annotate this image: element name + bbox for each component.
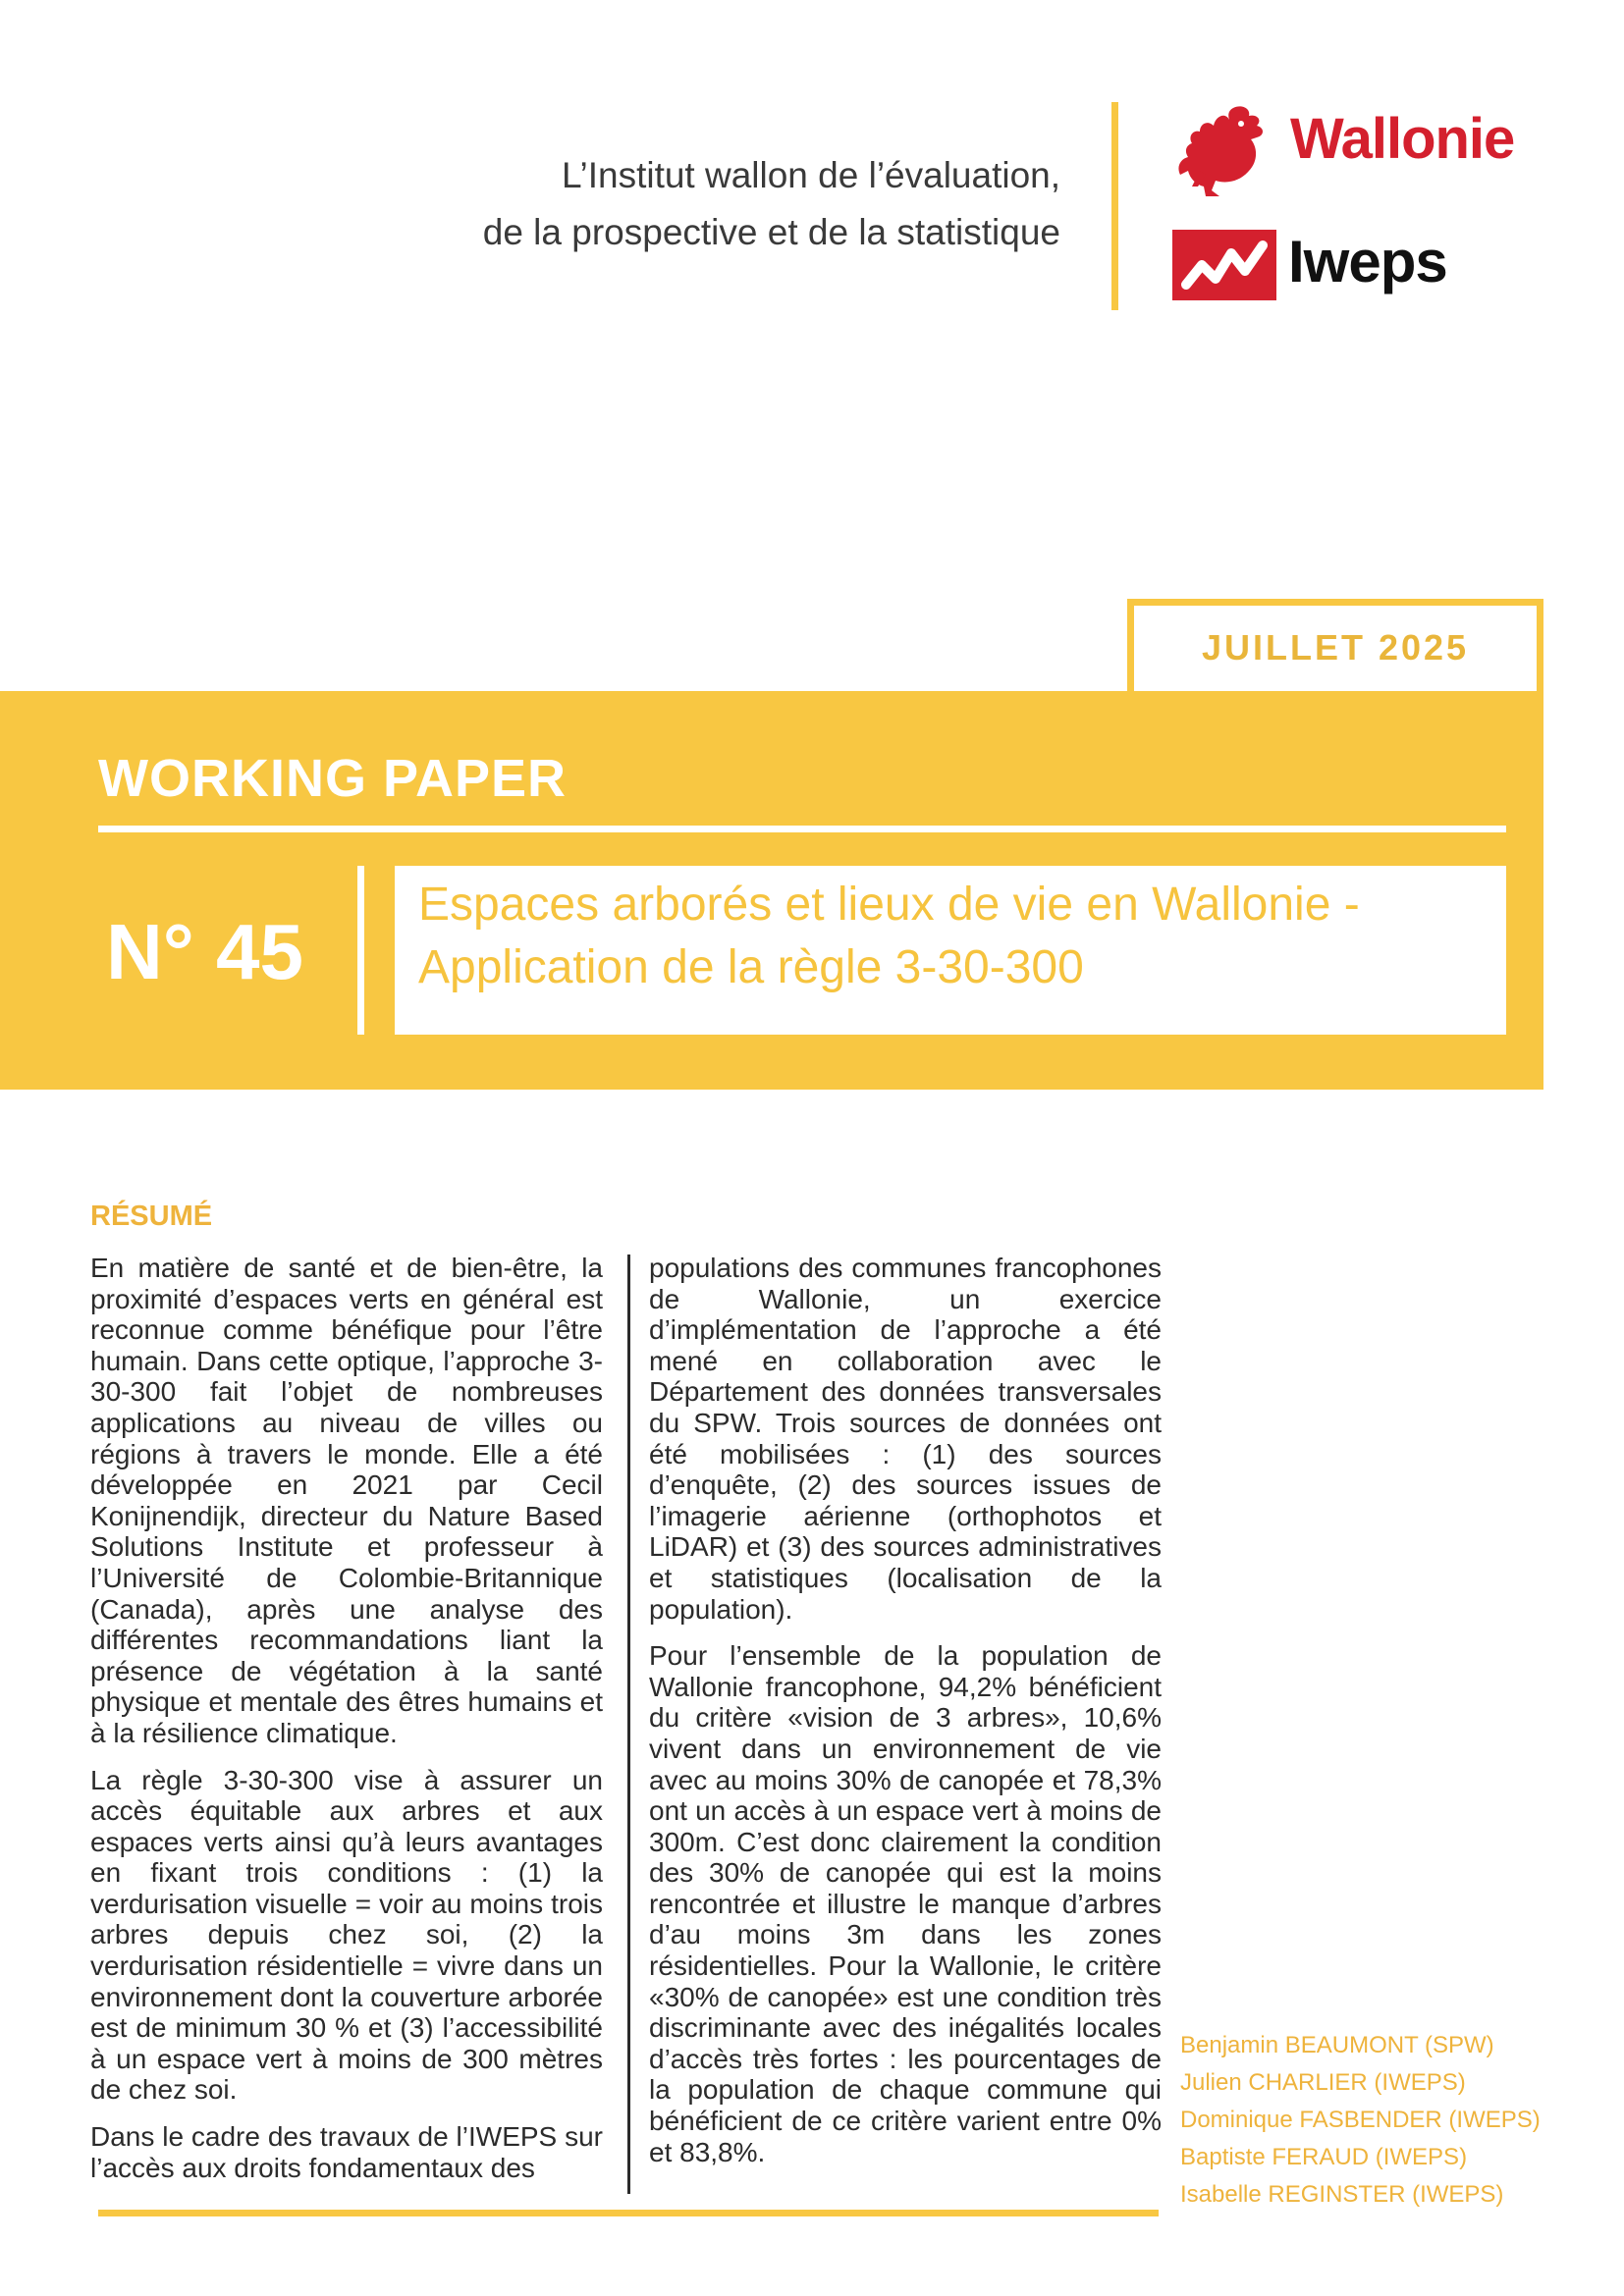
date-tab (1127, 599, 1543, 691)
series-label: WORKING PAPER (98, 749, 568, 808)
rooster-icon (1172, 102, 1280, 210)
resume-right-column (649, 1253, 1162, 2183)
header-divider (1111, 102, 1118, 310)
resume-paragraph: En matière de santé et de bien-être, la proximité d’espaces verts en général est reconnue comme bénéfique pour l’être humain. Dans cette optique, l’approche 3-30-300 fait l’objet de nombreuses applications au niveau de villes ou régions à travers le monde. Elle a été développée en 2021 par Cecil Konijnendijk, directeur du Nature Based Solutions Institute et professeur à l’Université de Colombie-Britannique (Canada), après une analyse des différentes recommandations liant la présence de végétation à la santé physique et mentale des êtres humains et à la résilience climatique. (90, 1253, 603, 1748)
band-divider (98, 826, 1506, 832)
resume-heading: RÉSUMÉ (90, 1201, 213, 1232)
column-divider (627, 1255, 630, 2194)
publication-date: JUILLET 2025 (1201, 627, 1470, 667)
author-name: Isabelle REGINSTER (IWEPS) (1180, 2181, 1504, 2208)
bottom-divider (98, 2210, 1159, 2216)
resume-paragraph: La règle 3-30-300 vise à assurer un accès équitable aux arbres et aux espaces verts ainsi qu’à leurs avantages en fixant trois conditions : (1) la verdurisation visuelle = voir au moins trois arbres depuis chez soi, (2) la verdurisation résidentielle = vivre dans un environnement dont la couverture arborée est de minimum 30 % et (3) l’accessibilité à un espace vert à moins de 300 mètres de chez soi. (90, 1764, 603, 2106)
number-divider (357, 866, 364, 1035)
author-name: Dominique FASBENDER (IWEPS) (1180, 2107, 1541, 2133)
paper-title-line2: Application de la règle 3-30-300 (418, 941, 1084, 993)
paper-title-line1: Espaces arborés et lieux de vie en Wallonie - (418, 879, 1360, 931)
resume-left-column (90, 1253, 603, 2199)
resume-paragraph: Dans le cadre des travaux de l’IWEPS sur l’accès aux droits fondamentaux des (90, 2121, 603, 2183)
iweps-logo-icon (1172, 230, 1276, 300)
author-name: Benjamin BEAUMONT (SPW) (1180, 2032, 1494, 2058)
institute-name-line1: L’Institut wallon de l’évaluation, (561, 155, 1060, 195)
institute-name-line2: de la prospective et de la statistique (482, 212, 1060, 252)
title-band (0, 691, 1543, 1090)
iweps-logo-text: Iweps (1288, 229, 1447, 294)
paper-title-box (395, 866, 1506, 1035)
resume-paragraph: Pour l’ensemble de la population de Wallonie francophone, 94,2% bénéficient du critère «vision de 3 arbres», 10,6% vivent dans un environnement de vie avec au moins 30% de canopée et 78,3% ont un accès à un espace vert à moins de 300m. C’est donc clairement la condition des 30% de canopée qui est la moins rencontrée et illustre le manque d’arbres d’au moins 3m dans les zones résidentielles. Pour la Wallonie, le critère «30% de canopée» est une condition très discriminante avec des inégalités locales d’accès très fortes : les pourcentages de la population de chaque commune qui bénéficient de ce critère varient entre 0% et 83,8%. (649, 1640, 1162, 2167)
author-name: Julien CHARLIER (IWEPS) (1180, 2069, 1466, 2096)
paper-number: N° 45 (106, 908, 303, 995)
resume-paragraph: populations des communes francophones de Wallonie, un exercice d’implémentation de l’approche a été mené en collaboration avec le Département des données transversales du SPW. Trois sources de données ont été mobilisées : (1) des sources d’enquête, (2) des sources issues de l’imagerie aérienne (orthophotos et LiDAR) et (3) des sources administratives et statistiques (localisation de la population). (649, 1253, 1162, 1625)
authors-list (1180, 2027, 1541, 2214)
wallonie-logo-text: Wallonie (1290, 107, 1515, 171)
author-name: Baptiste FERAUD (IWEPS) (1180, 2144, 1468, 2170)
